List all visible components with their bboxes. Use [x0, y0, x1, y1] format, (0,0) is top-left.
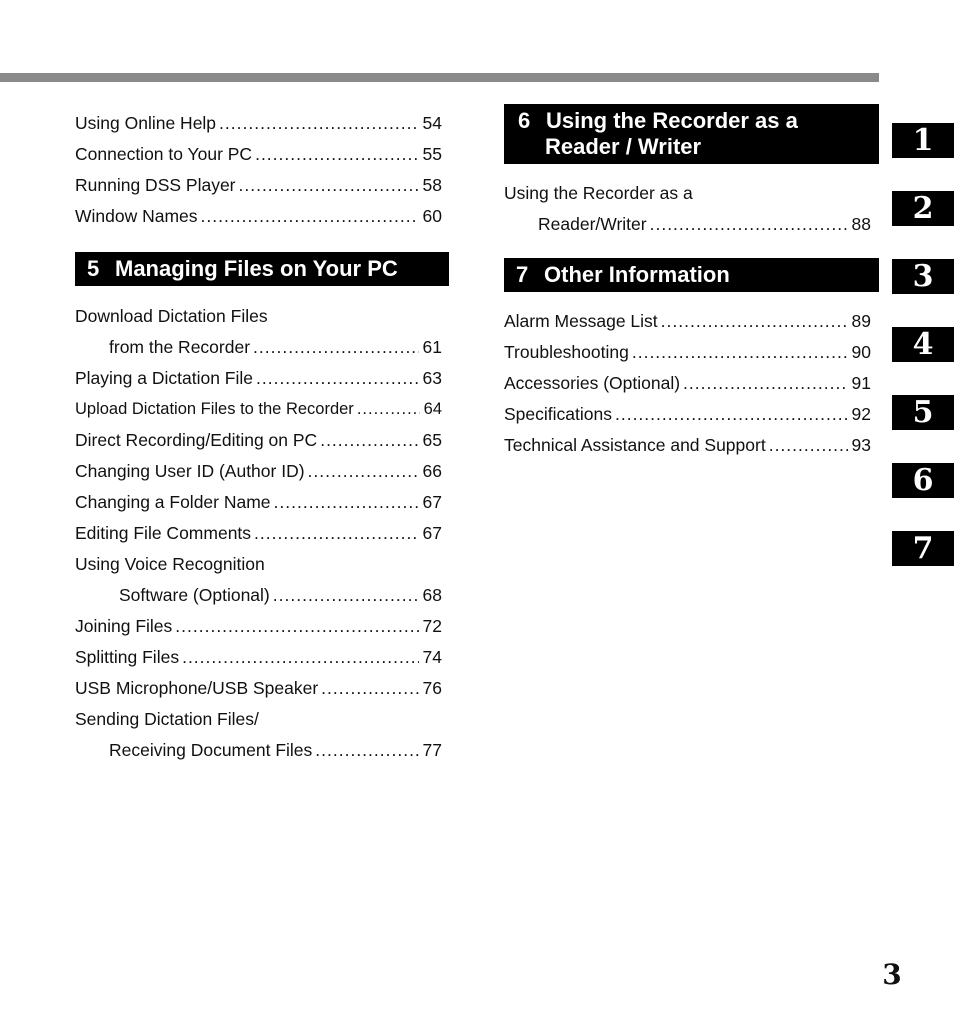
toc-entry[interactable]: Receiving Document Files ..... 77 — [75, 735, 449, 766]
section-5-heading: 5 Managing Files on Your PC — [75, 252, 449, 286]
chapter-tab-2[interactable]: 2 — [892, 191, 954, 226]
toc-entry[interactable]: Direct Recording/Editing on PC ..... 65 — [75, 425, 449, 456]
toc-entry[interactable]: Changing User ID (Author ID) ..... 66 — [75, 456, 449, 487]
toc-entry: Download Dictation Files — [75, 306, 268, 326]
toc-entry[interactable]: from the Recorder ..... 61 — [75, 332, 449, 363]
toc-entry: Sending Dictation Files/ — [75, 709, 259, 729]
toc-entry: Using Voice Recognition — [75, 554, 265, 574]
toc-entry[interactable]: USB Microphone/USB Speaker ..... 76 — [75, 673, 449, 704]
toc-right-column — [504, 104, 879, 461]
toc-left-column — [75, 108, 449, 766]
toc-entry[interactable]: Alarm Message List ..... 89 — [504, 306, 879, 337]
chapter-tab-1[interactable]: 1 — [892, 123, 954, 158]
toc-entry[interactable]: Using Online Help ..... 54 — [75, 108, 449, 139]
toc-entry[interactable]: Running DSS Player ..... 58 — [75, 170, 449, 201]
chapter-tab-5[interactable]: 5 — [892, 395, 954, 430]
toc-entry[interactable]: Splitting Files ..... 74 — [75, 642, 449, 673]
chapter-tab-3[interactable]: 3 — [892, 259, 954, 294]
toc-entry[interactable]: Reader/Writer ..... 88 — [504, 209, 879, 240]
section-6-heading: 6 Using the Recorder as a Reader / Writer — [504, 104, 879, 164]
toc-entry: Using the Recorder as a — [504, 183, 693, 203]
chapter-tab-7[interactable]: 7 — [892, 531, 954, 566]
header-rule — [0, 73, 879, 82]
section-7-heading: 7 Other Information — [504, 258, 879, 292]
toc-entry[interactable]: Changing a Folder Name ..... 67 — [75, 487, 449, 518]
chapter-tab-6[interactable]: 6 — [892, 463, 954, 498]
chapter-tab-4[interactable]: 4 — [892, 327, 954, 362]
toc-entry[interactable]: Technical Assistance and Support ..... 93 — [504, 430, 879, 461]
toc-entry[interactable]: Editing File Comments ..... 67 — [75, 518, 449, 549]
toc-entry[interactable]: Window Names ..... 60 — [75, 201, 449, 232]
toc-entry[interactable]: Troubleshooting ..... 90 — [504, 337, 879, 368]
toc-entry[interactable]: Playing a Dictation File ..... 63 — [75, 363, 449, 394]
toc-entry[interactable]: Upload Dictation Files to the Recorder ..... 64 — [75, 394, 449, 425]
toc-entry[interactable]: Software (Optional) ..... 68 — [75, 580, 449, 611]
toc-entry[interactable]: Connection to Your PC ..... 55 — [75, 139, 449, 170]
page-number: 3 — [882, 958, 902, 991]
toc-entry[interactable]: Specifications ..... 92 — [504, 399, 879, 430]
toc-entry[interactable]: Joining Files ..... 72 — [75, 611, 449, 642]
toc-entry[interactable]: Accessories (Optional) ..... 91 — [504, 368, 879, 399]
